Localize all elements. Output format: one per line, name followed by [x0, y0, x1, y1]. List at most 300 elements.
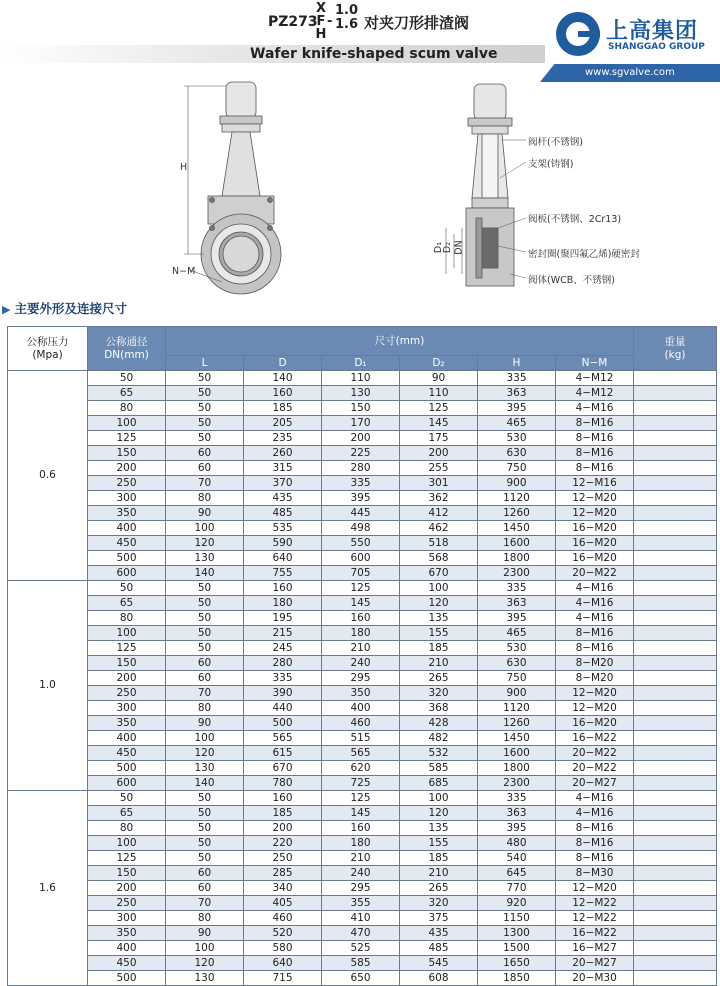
d1-cell: 210	[322, 851, 400, 866]
dn-cell: 300	[88, 911, 166, 926]
dn-cell: 125	[88, 431, 166, 446]
product-title-cn: 对夹刀形排渣阀	[364, 14, 470, 32]
h-cell: 920	[478, 896, 556, 911]
h-cell: 750	[478, 671, 556, 686]
weight-cell	[634, 416, 717, 431]
d2-cell: 100	[400, 791, 478, 806]
dn-cell: 350	[88, 506, 166, 521]
dn-cell: 400	[88, 521, 166, 536]
d-cell: 435	[244, 491, 322, 506]
d1-cell: 620	[322, 761, 400, 776]
nm-cell: 4−M16	[556, 401, 634, 416]
l-cell: 70	[166, 896, 244, 911]
d2-cell: 175	[400, 431, 478, 446]
dn-cell: 65	[88, 386, 166, 401]
d2-cell: 568	[400, 551, 478, 566]
weight-cell	[634, 431, 717, 446]
d2-cell: 120	[400, 596, 478, 611]
d-cell: 640	[244, 551, 322, 566]
dn-cell: 300	[88, 701, 166, 716]
l-cell: 60	[166, 671, 244, 686]
d-cell: 260	[244, 446, 322, 461]
d-cell: 520	[244, 926, 322, 941]
nm-cell: 12−M20	[556, 686, 634, 701]
d1-cell: 160	[322, 611, 400, 626]
l-cell: 50	[166, 851, 244, 866]
head-col-nm: N−M	[556, 356, 634, 371]
h-cell: 1650	[478, 956, 556, 971]
table-row	[8, 461, 717, 476]
h-cell: 1300	[478, 926, 556, 941]
d1-cell: 225	[322, 446, 400, 461]
table-row	[8, 536, 717, 551]
l-cell: 80	[166, 911, 244, 926]
d1-cell: 350	[322, 686, 400, 701]
dn-cell: 400	[88, 731, 166, 746]
l-cell: 90	[166, 926, 244, 941]
d-cell: 715	[244, 971, 322, 986]
d2-cell: 125	[400, 401, 478, 416]
d2-cell: 155	[400, 836, 478, 851]
l-cell: 50	[166, 821, 244, 836]
d1-cell: 160	[322, 821, 400, 836]
l-cell: 120	[166, 536, 244, 551]
d1-cell: 295	[322, 881, 400, 896]
dn-cell: 400	[88, 941, 166, 956]
nm-cell: 16−M20	[556, 521, 634, 536]
d1-cell: 515	[322, 731, 400, 746]
d-cell: 580	[244, 941, 322, 956]
l-cell: 90	[166, 716, 244, 731]
d2-cell: 265	[400, 881, 478, 896]
section-title: 主要外形及连接尺寸	[14, 301, 127, 316]
dim-label-d2: D₂	[442, 241, 454, 254]
d1-cell: 150	[322, 401, 400, 416]
d-cell: 460	[244, 911, 322, 926]
nm-cell: 12−M20	[556, 881, 634, 896]
d-cell: 535	[244, 521, 322, 536]
h-cell: 1260	[478, 716, 556, 731]
table-row	[8, 821, 717, 836]
d1-cell: 445	[322, 506, 400, 521]
l-cell: 50	[166, 611, 244, 626]
table-row	[8, 836, 717, 851]
nm-cell: 12−M20	[556, 701, 634, 716]
d2-cell: 545	[400, 956, 478, 971]
d1-cell: 125	[322, 791, 400, 806]
dn-cell: 125	[88, 851, 166, 866]
l-cell: 130	[166, 761, 244, 776]
table-row	[8, 776, 717, 791]
d2-cell: 255	[400, 461, 478, 476]
d2-cell: 412	[400, 506, 478, 521]
h-cell: 530	[478, 641, 556, 656]
d1-cell: 585	[322, 956, 400, 971]
dn-cell: 200	[88, 461, 166, 476]
l-cell: 100	[166, 731, 244, 746]
pressure-cell: 0.6	[8, 371, 88, 581]
table-row	[8, 716, 717, 731]
d2-cell: 362	[400, 491, 478, 506]
d1-cell: 498	[322, 521, 400, 536]
dn-cell: 300	[88, 491, 166, 506]
h-cell: 465	[478, 626, 556, 641]
h-cell: 1150	[478, 911, 556, 926]
table-row	[8, 866, 717, 881]
weight-cell	[634, 686, 717, 701]
d2-cell: 200	[400, 446, 478, 461]
table-row	[8, 506, 717, 521]
d2-cell: 482	[400, 731, 478, 746]
l-cell: 60	[166, 446, 244, 461]
dn-cell: 50	[88, 371, 166, 386]
dn-cell: 500	[88, 761, 166, 776]
model-dash: -	[327, 14, 333, 29]
head-pressure-label: 公称压力	[26, 335, 69, 348]
model-variant: X	[315, 1, 327, 16]
l-cell: 70	[166, 476, 244, 491]
d2-cell: 301	[400, 476, 478, 491]
nm-cell: 8−M16	[556, 821, 634, 836]
model-base: PZ273	[268, 14, 318, 30]
l-cell: 60	[166, 656, 244, 671]
l-cell: 130	[166, 971, 244, 986]
d-cell: 215	[244, 626, 322, 641]
weight-cell	[634, 836, 717, 851]
l-cell: 50	[166, 641, 244, 656]
logo-text-cn: 上高集团	[606, 19, 699, 44]
table-row	[8, 671, 717, 686]
weight-cell	[634, 776, 717, 791]
dn-cell: 250	[88, 476, 166, 491]
d2-cell: 320	[400, 896, 478, 911]
table-row	[8, 746, 717, 761]
dn-cell: 350	[88, 716, 166, 731]
table-row	[8, 446, 717, 461]
d-cell: 235	[244, 431, 322, 446]
h-cell: 1120	[478, 701, 556, 716]
nm-cell: 8−M16	[556, 851, 634, 866]
weight-cell	[634, 821, 717, 836]
l-cell: 50	[166, 581, 244, 596]
weight-cell	[634, 911, 717, 926]
weight-cell	[634, 716, 717, 731]
callout-body: 阀体(WCB、不锈钢)	[528, 275, 615, 286]
product-title-en: Wafer knife-shaped scum valve	[250, 46, 498, 62]
d-cell: 500	[244, 716, 322, 731]
d2-cell: 135	[400, 611, 478, 626]
nm-cell: 16−M20	[556, 551, 634, 566]
d1-cell: 725	[322, 776, 400, 791]
l-cell: 120	[166, 746, 244, 761]
h-cell: 2300	[478, 776, 556, 791]
nm-cell: 20−M27	[556, 776, 634, 791]
nm-cell: 8−M16	[556, 626, 634, 641]
d2-cell: 532	[400, 746, 478, 761]
dn-cell: 250	[88, 686, 166, 701]
weight-cell	[634, 881, 717, 896]
dn-cell: 50	[88, 791, 166, 806]
d1-cell: 705	[322, 566, 400, 581]
d1-cell: 240	[322, 866, 400, 881]
l-cell: 140	[166, 566, 244, 581]
table-row	[8, 911, 717, 926]
weight-cell	[634, 476, 717, 491]
head-dn-unit: DN(mm)	[104, 348, 149, 361]
head-col-d: D	[244, 356, 322, 371]
h-cell: 363	[478, 386, 556, 401]
d2-cell: 320	[400, 686, 478, 701]
weight-cell	[634, 746, 717, 761]
nm-cell: 8−M20	[556, 671, 634, 686]
d-cell: 200	[244, 821, 322, 836]
nm-cell: 4−M16	[556, 611, 634, 626]
weight-cell	[634, 596, 717, 611]
d-cell: 285	[244, 866, 322, 881]
h-cell: 335	[478, 371, 556, 386]
d-cell: 220	[244, 836, 322, 851]
dim-label-nm: N−M	[172, 266, 196, 277]
weight-cell	[634, 731, 717, 746]
d1-cell: 600	[322, 551, 400, 566]
dn-cell: 600	[88, 776, 166, 791]
table-row	[8, 596, 717, 611]
dim-label-d1: D₁	[433, 241, 445, 254]
table-row	[8, 581, 717, 596]
dn-cell: 80	[88, 401, 166, 416]
weight-cell	[634, 581, 717, 596]
valve-drawings	[160, 78, 640, 298]
d1-cell: 125	[322, 581, 400, 596]
head-col-d2: D₂	[400, 356, 478, 371]
table-row	[8, 551, 717, 566]
nm-cell: 20−M22	[556, 761, 634, 776]
weight-cell	[634, 611, 717, 626]
h-cell: 1120	[478, 491, 556, 506]
model-variant: F	[316, 14, 326, 29]
nm-cell: 16−M20	[556, 716, 634, 731]
d2-cell: 518	[400, 536, 478, 551]
d-cell: 185	[244, 806, 322, 821]
h-cell: 900	[478, 686, 556, 701]
company-logo	[556, 12, 716, 60]
weight-cell	[634, 896, 717, 911]
l-cell: 60	[166, 866, 244, 881]
h-cell: 540	[478, 851, 556, 866]
l-cell: 80	[166, 701, 244, 716]
weight-cell	[634, 956, 717, 971]
d-cell: 250	[244, 851, 322, 866]
h-cell: 770	[478, 881, 556, 896]
l-cell: 120	[166, 956, 244, 971]
d2-cell: 265	[400, 671, 478, 686]
table-row	[8, 656, 717, 671]
table-row	[8, 761, 717, 776]
d2-cell: 485	[400, 941, 478, 956]
d1-cell: 550	[322, 536, 400, 551]
l-cell: 130	[166, 551, 244, 566]
logo-g-icon	[556, 12, 600, 56]
section-heading	[2, 299, 127, 317]
d1-cell: 460	[322, 716, 400, 731]
weight-cell	[634, 971, 717, 986]
weight-cell	[634, 926, 717, 941]
h-cell: 1850	[478, 971, 556, 986]
dn-cell: 150	[88, 656, 166, 671]
table-row	[8, 731, 717, 746]
head-dn-label: 公称通径	[105, 335, 148, 348]
nm-cell: 16−M22	[556, 731, 634, 746]
d-cell: 315	[244, 461, 322, 476]
d-cell: 780	[244, 776, 322, 791]
d2-cell: 462	[400, 521, 478, 536]
d1-cell: 130	[322, 386, 400, 401]
d2-cell: 110	[400, 386, 478, 401]
table-row	[8, 476, 717, 491]
d2-cell: 120	[400, 806, 478, 821]
h-cell: 645	[478, 866, 556, 881]
h-cell: 363	[478, 596, 556, 611]
d2-cell: 90	[400, 371, 478, 386]
valve-drawing-svg	[160, 78, 580, 298]
table-row	[8, 896, 717, 911]
pressure-cell: 1.6	[8, 791, 88, 986]
d-cell: 245	[244, 641, 322, 656]
h-cell: 630	[478, 656, 556, 671]
d2-cell: 685	[400, 776, 478, 791]
head-col-d1: D₁	[322, 356, 400, 371]
d2-cell: 435	[400, 926, 478, 941]
l-cell: 100	[166, 941, 244, 956]
h-cell: 395	[478, 401, 556, 416]
dn-cell: 80	[88, 611, 166, 626]
weight-cell	[634, 371, 717, 386]
side-view-drawing	[446, 84, 526, 286]
dn-cell: 200	[88, 671, 166, 686]
dn-cell: 500	[88, 971, 166, 986]
page-header	[0, 0, 720, 82]
d-cell: 440	[244, 701, 322, 716]
d-cell: 160	[244, 581, 322, 596]
nm-cell: 4−M16	[556, 581, 634, 596]
h-cell: 1500	[478, 941, 556, 956]
nm-cell: 8−M16	[556, 446, 634, 461]
d2-cell: 670	[400, 566, 478, 581]
l-cell: 50	[166, 431, 244, 446]
d1-cell: 110	[322, 371, 400, 386]
h-cell: 630	[478, 446, 556, 461]
d1-cell: 180	[322, 626, 400, 641]
d2-cell: 155	[400, 626, 478, 641]
h-cell: 335	[478, 791, 556, 806]
table-row	[8, 956, 717, 971]
head-pressure	[8, 327, 88, 371]
h-cell: 900	[478, 476, 556, 491]
model-pressures	[335, 4, 358, 32]
weight-cell	[634, 566, 717, 581]
weight-cell	[634, 521, 717, 536]
weight-cell	[634, 626, 717, 641]
d2-cell: 185	[400, 851, 478, 866]
l-cell: 60	[166, 461, 244, 476]
model-pressure: 1.6	[335, 17, 359, 32]
d1-cell: 145	[322, 806, 400, 821]
nm-cell: 4−M12	[556, 371, 634, 386]
d-cell: 340	[244, 881, 322, 896]
d2-cell: 368	[400, 701, 478, 716]
d2-cell: 210	[400, 656, 478, 671]
nm-cell: 12−M20	[556, 491, 634, 506]
table-row	[8, 386, 717, 401]
weight-cell	[634, 551, 717, 566]
l-cell: 90	[166, 506, 244, 521]
dn-cell: 150	[88, 446, 166, 461]
callout-seal: 密封圈(聚四氟乙烯)硬密封	[528, 249, 640, 260]
weight-cell	[634, 671, 717, 686]
h-cell: 1450	[478, 521, 556, 536]
table-row	[8, 941, 717, 956]
l-cell: 50	[166, 626, 244, 641]
nm-cell: 4−M12	[556, 386, 634, 401]
nm-cell: 16−M27	[556, 941, 634, 956]
weight-cell	[634, 791, 717, 806]
d2-cell: 210	[400, 866, 478, 881]
nm-cell: 8−M16	[556, 416, 634, 431]
dn-cell: 65	[88, 806, 166, 821]
d1-cell: 525	[322, 941, 400, 956]
dn-cell: 600	[88, 566, 166, 581]
nm-cell: 12−M22	[556, 896, 634, 911]
d2-cell: 428	[400, 716, 478, 731]
head-weight-label: 重量	[664, 335, 686, 348]
nm-cell: 12−M16	[556, 476, 634, 491]
weight-cell	[634, 656, 717, 671]
weight-cell	[634, 446, 717, 461]
h-cell: 750	[478, 461, 556, 476]
nm-cell: 4−M16	[556, 791, 634, 806]
table-row	[8, 791, 717, 806]
l-cell: 140	[166, 776, 244, 791]
h-cell: 395	[478, 611, 556, 626]
weight-cell	[634, 866, 717, 881]
d-cell: 565	[244, 731, 322, 746]
l-cell: 50	[166, 806, 244, 821]
l-cell: 80	[166, 491, 244, 506]
weight-cell	[634, 506, 717, 521]
nm-cell: 8−M16	[556, 836, 634, 851]
table-row	[8, 806, 717, 821]
d2-cell: 375	[400, 911, 478, 926]
head-weight-unit: (kg)	[664, 348, 686, 361]
nm-cell: 8−M20	[556, 656, 634, 671]
l-cell: 50	[166, 416, 244, 431]
table-row	[8, 701, 717, 716]
d-cell: 160	[244, 386, 322, 401]
dim-label-dn: DN	[453, 240, 465, 255]
nm-cell: 20−M22	[556, 746, 634, 761]
head-weight	[634, 327, 717, 371]
h-cell: 363	[478, 806, 556, 821]
weight-cell	[634, 806, 717, 821]
nm-cell: 20−M22	[556, 566, 634, 581]
l-cell: 50	[166, 596, 244, 611]
weight-cell	[634, 386, 717, 401]
l-cell: 50	[166, 791, 244, 806]
h-cell: 1800	[478, 551, 556, 566]
head-col-l: L	[166, 356, 244, 371]
dimension-table	[7, 326, 717, 986]
h-cell: 1600	[478, 746, 556, 761]
